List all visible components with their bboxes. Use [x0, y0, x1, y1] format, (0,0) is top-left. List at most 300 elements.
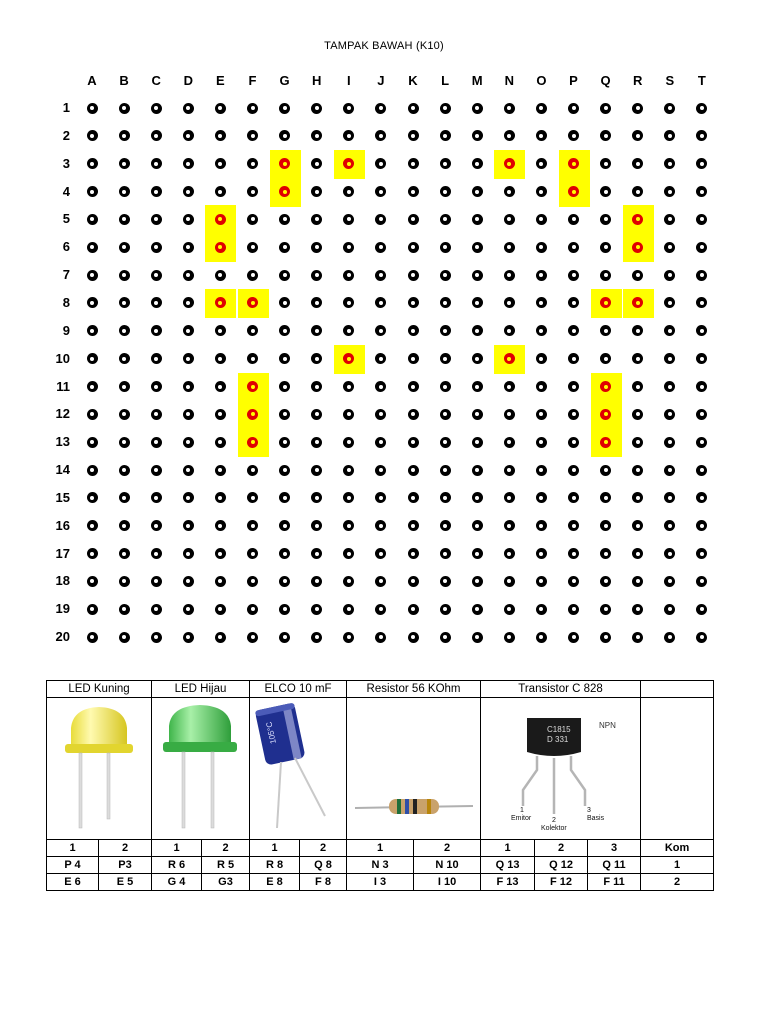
hole-D19 [183, 604, 194, 615]
pin-row [47, 840, 714, 857]
hole-B15 [119, 492, 130, 503]
pin-cell: 2 [99, 840, 152, 857]
header-led-kuning: LED Kuning [47, 681, 152, 698]
hole-J10 [375, 353, 386, 364]
hole-F9 [247, 325, 258, 336]
pin-cell: 2 [641, 874, 714, 891]
hole-F18 [247, 576, 258, 587]
hole-N15 [504, 492, 515, 503]
hole-C18 [151, 576, 162, 587]
pin-cell: F 11 [588, 874, 641, 891]
hole-J7 [375, 270, 386, 281]
hole-O9 [536, 325, 547, 336]
hole-L6 [440, 242, 451, 253]
hole-O12 [536, 409, 547, 420]
row-label-13: 13 [55, 434, 70, 450]
hole-L13 [440, 437, 451, 448]
hole-M20 [472, 632, 483, 643]
pin3-label: 3 [586, 807, 591, 814]
hole-R20 [632, 632, 643, 643]
pin-cell: R 6 [152, 857, 202, 874]
hole-F5 [247, 214, 258, 225]
hole-I15 [343, 492, 354, 503]
hole-Q7 [600, 270, 611, 281]
hole-B12 [119, 409, 130, 420]
row-label-2: 2 [62, 127, 70, 143]
hole-D9 [183, 325, 194, 336]
hole-J16 [375, 520, 386, 531]
hole-T2 [696, 130, 707, 141]
hole-M9 [472, 325, 483, 336]
hole-B14 [119, 465, 130, 476]
hole-O3 [536, 158, 547, 169]
hole-P4 [568, 186, 579, 197]
hole-B9 [119, 325, 130, 336]
hole-E7 [215, 270, 226, 281]
hole-O17 [536, 548, 547, 559]
row-label-20: 20 [55, 629, 70, 645]
hole-E5 [215, 214, 226, 225]
hole-L19 [440, 604, 451, 615]
pin-cell: F 12 [535, 874, 588, 891]
hole-A3 [87, 158, 98, 169]
hole-C2 [151, 130, 162, 141]
hole-I17 [343, 548, 354, 559]
hole-I1 [343, 103, 354, 114]
hole-O10 [536, 353, 547, 364]
hole-J11 [375, 381, 386, 392]
hole-Q16 [600, 520, 611, 531]
hole-P12 [568, 409, 579, 420]
hole-S20 [664, 632, 675, 643]
hole-D10 [183, 353, 194, 364]
hole-A20 [87, 632, 98, 643]
pin-cell: 1 [347, 840, 414, 857]
hole-H8 [311, 297, 322, 308]
column-label-K: K [408, 73, 418, 88]
row-label-4: 4 [62, 183, 70, 199]
hole-M11 [472, 381, 483, 392]
pin-cell: 1 [47, 840, 99, 857]
hole-L16 [440, 520, 451, 531]
hole-Q3 [600, 158, 611, 169]
component-header-row [47, 681, 714, 698]
hole-E1 [215, 103, 226, 114]
hole-J17 [375, 548, 386, 559]
hole-J12 [375, 409, 386, 420]
hole-A9 [87, 325, 98, 336]
hole-F20 [247, 632, 258, 643]
hole-D20 [183, 632, 194, 643]
hole-J13 [375, 437, 386, 448]
hole-R5 [632, 214, 643, 225]
pin-cell: N 10 [414, 857, 481, 874]
yellow-led-icon [49, 698, 149, 836]
row-label-3: 3 [62, 155, 70, 171]
hole-G7 [279, 270, 290, 281]
hole-I9 [343, 325, 354, 336]
hole-H7 [311, 270, 322, 281]
hole-R14 [632, 465, 643, 476]
hole-H11 [311, 381, 322, 392]
hole-O13 [536, 437, 547, 448]
hole-T19 [696, 604, 707, 615]
hole-N11 [504, 381, 515, 392]
hole-A4 [87, 186, 98, 197]
pin-cell: E 5 [99, 874, 152, 891]
hole-D8 [183, 297, 194, 308]
hole-C9 [151, 325, 162, 336]
hole-S11 [664, 381, 675, 392]
hole-E20 [215, 632, 226, 643]
hole-D11 [183, 381, 194, 392]
hole-R3 [632, 158, 643, 169]
hole-I4 [343, 186, 354, 197]
hole-A12 [87, 409, 98, 420]
hole-G13 [279, 437, 290, 448]
hole-P20 [568, 632, 579, 643]
hole-S1 [664, 103, 675, 114]
hole-A6 [87, 242, 98, 253]
hole-P15 [568, 492, 579, 503]
column-label-B: B [119, 73, 129, 88]
hole-R10 [632, 353, 643, 364]
pin-cell: 2 [300, 840, 347, 857]
hole-S16 [664, 520, 675, 531]
hole-P19 [568, 604, 579, 615]
hole-E14 [215, 465, 226, 476]
hole-R4 [632, 186, 643, 197]
hole-L5 [440, 214, 451, 225]
hole-A13 [87, 437, 98, 448]
hole-O19 [536, 604, 547, 615]
hole-J18 [375, 576, 386, 587]
hole-P10 [568, 353, 579, 364]
hole-F2 [247, 130, 258, 141]
hole-C16 [151, 520, 162, 531]
hole-C3 [151, 158, 162, 169]
transistor-icon [483, 698, 639, 836]
pin-cell: 2 [202, 840, 250, 857]
hole-O8 [536, 297, 547, 308]
hole-B19 [119, 604, 130, 615]
hole-L12 [440, 409, 451, 420]
hole-A16 [87, 520, 98, 531]
hole-K12 [408, 409, 419, 420]
hole-D16 [183, 520, 194, 531]
row-label-8: 8 [62, 294, 70, 310]
hole-R6 [632, 242, 643, 253]
hole-N19 [504, 604, 515, 615]
pin-cell: P 4 [47, 857, 99, 874]
hole-K1 [408, 103, 419, 114]
hole-H9 [311, 325, 322, 336]
hole-G14 [279, 465, 290, 476]
hole-G8 [279, 297, 290, 308]
pin-cell: Q 12 [535, 857, 588, 874]
header-led-hijau: LED Hijau [152, 681, 250, 698]
pin-row [47, 874, 714, 891]
hole-L20 [440, 632, 451, 643]
hole-O18 [536, 576, 547, 587]
hole-K3 [408, 158, 419, 169]
hole-B2 [119, 130, 130, 141]
hole-B7 [119, 270, 130, 281]
hole-Q14 [600, 465, 611, 476]
hole-T14 [696, 465, 707, 476]
hole-L2 [440, 130, 451, 141]
hole-H14 [311, 465, 322, 476]
hole-P7 [568, 270, 579, 281]
hole-E2 [215, 130, 226, 141]
hole-T10 [696, 353, 707, 364]
green-led-image [152, 698, 250, 840]
pin-cell: 3 [588, 840, 641, 857]
hole-J14 [375, 465, 386, 476]
hole-R11 [632, 381, 643, 392]
hole-A1 [87, 103, 98, 114]
hole-M17 [472, 548, 483, 559]
hole-N6 [504, 242, 515, 253]
hole-N12 [504, 409, 515, 420]
hole-R12 [632, 409, 643, 420]
hole-S3 [664, 158, 675, 169]
hole-N20 [504, 632, 515, 643]
column-label-N: N [504, 73, 514, 88]
pin-row [47, 857, 714, 874]
hole-F13 [247, 437, 258, 448]
kolektor-label: Kolektor [540, 825, 567, 832]
hole-A8 [87, 297, 98, 308]
hole-D6 [183, 242, 194, 253]
hole-H18 [311, 576, 322, 587]
hole-O1 [536, 103, 547, 114]
hole-L3 [440, 158, 451, 169]
hole-F11 [247, 381, 258, 392]
component-image-row [47, 698, 714, 840]
hole-H17 [311, 548, 322, 559]
pin-cell: E 8 [250, 874, 300, 891]
hole-J8 [375, 297, 386, 308]
hole-H12 [311, 409, 322, 420]
resistor-icon [349, 698, 479, 836]
hole-A17 [87, 548, 98, 559]
hole-T3 [696, 158, 707, 169]
hole-B5 [119, 214, 130, 225]
hole-S15 [664, 492, 675, 503]
hole-L11 [440, 381, 451, 392]
hole-J9 [375, 325, 386, 336]
column-label-I: I [346, 73, 351, 88]
hole-H15 [311, 492, 322, 503]
pin-cell: G3 [202, 874, 250, 891]
column-label-H: H [311, 73, 322, 88]
hole-M19 [472, 604, 483, 615]
hole-A7 [87, 270, 98, 281]
hole-M12 [472, 409, 483, 420]
hole-B8 [119, 297, 130, 308]
row-label-19: 19 [55, 601, 70, 617]
hole-R13 [632, 437, 643, 448]
hole-E6 [215, 242, 226, 253]
hole-L17 [440, 548, 451, 559]
hole-C20 [151, 632, 162, 643]
hole-R18 [632, 576, 643, 587]
hole-L18 [440, 576, 451, 587]
hole-R19 [632, 604, 643, 615]
hole-A15 [87, 492, 98, 503]
hole-O15 [536, 492, 547, 503]
hole-T20 [696, 632, 707, 643]
hole-E18 [215, 576, 226, 587]
pin-cell: 1 [481, 840, 535, 857]
resistor-image [347, 698, 481, 840]
pin-cell: Q 8 [300, 857, 347, 874]
hole-E19 [215, 604, 226, 615]
hole-G2 [279, 130, 290, 141]
hole-C5 [151, 214, 162, 225]
hole-R17 [632, 548, 643, 559]
hole-T15 [696, 492, 707, 503]
hole-P17 [568, 548, 579, 559]
pin-cell: R 5 [202, 857, 250, 874]
hole-K15 [408, 492, 419, 503]
hole-J2 [375, 130, 386, 141]
pin1-label: 1 [519, 807, 524, 814]
hole-H13 [311, 437, 322, 448]
hole-O11 [536, 381, 547, 392]
hole-B20 [119, 632, 130, 643]
row-label-17: 17 [55, 545, 70, 561]
hole-I13 [343, 437, 354, 448]
hole-F16 [247, 520, 258, 531]
hole-M7 [472, 270, 483, 281]
hole-L8 [440, 297, 451, 308]
hole-N16 [504, 520, 515, 531]
hole-Q2 [600, 130, 611, 141]
pin-cell: G 4 [152, 874, 202, 891]
hole-I18 [343, 576, 354, 587]
hole-P16 [568, 520, 579, 531]
hole-E15 [215, 492, 226, 503]
hole-A2 [87, 130, 98, 141]
hole-F6 [247, 242, 258, 253]
hole-D2 [183, 130, 194, 141]
hole-A14 [87, 465, 98, 476]
header-elco: ELCO 10 mF [250, 681, 347, 698]
hole-M5 [472, 214, 483, 225]
hole-G1 [279, 103, 290, 114]
hole-C1 [151, 103, 162, 114]
hole-E3 [215, 158, 226, 169]
hole-H3 [311, 158, 322, 169]
hole-S17 [664, 548, 675, 559]
hole-T12 [696, 409, 707, 420]
hole-C19 [151, 604, 162, 615]
hole-T18 [696, 576, 707, 587]
hole-M2 [472, 130, 483, 141]
hole-A19 [87, 604, 98, 615]
hole-F4 [247, 186, 258, 197]
column-label-R: R [632, 73, 643, 88]
pin-cell: 1 [250, 840, 300, 857]
hole-R9 [632, 325, 643, 336]
hole-G11 [279, 381, 290, 392]
hole-M14 [472, 465, 483, 476]
hole-M10 [472, 353, 483, 364]
row-label-9: 9 [62, 322, 70, 338]
hole-H4 [311, 186, 322, 197]
hole-N7 [504, 270, 515, 281]
hole-J19 [375, 604, 386, 615]
pin-cell: N 3 [347, 857, 414, 874]
basis-label: Basis [586, 815, 604, 822]
hole-N2 [504, 130, 515, 141]
hole-C7 [151, 270, 162, 281]
column-label-L: L [441, 73, 450, 88]
hole-L15 [440, 492, 451, 503]
hole-Q13 [600, 437, 611, 448]
hole-I20 [343, 632, 354, 643]
hole-D3 [183, 158, 194, 169]
hole-C4 [151, 186, 162, 197]
hole-I12 [343, 409, 354, 420]
pin-cell: I 10 [414, 874, 481, 891]
hole-T17 [696, 548, 707, 559]
npn-label: NPN [598, 721, 616, 730]
column-label-T: T [697, 73, 706, 88]
row-label-10: 10 [55, 350, 70, 366]
hole-F14 [247, 465, 258, 476]
hole-T8 [696, 297, 707, 308]
hole-F12 [247, 409, 258, 420]
hole-P1 [568, 103, 579, 114]
hole-F19 [247, 604, 258, 615]
hole-B3 [119, 158, 130, 169]
hole-K9 [408, 325, 419, 336]
hole-G16 [279, 520, 290, 531]
pin-cell: F 8 [300, 874, 347, 891]
hole-T9 [696, 325, 707, 336]
hole-A5 [87, 214, 98, 225]
hole-C14 [151, 465, 162, 476]
column-label-S: S [665, 73, 675, 88]
hole-D17 [183, 548, 194, 559]
hole-K13 [408, 437, 419, 448]
hole-E9 [215, 325, 226, 336]
hole-O20 [536, 632, 547, 643]
hole-M6 [472, 242, 483, 253]
hole-M4 [472, 186, 483, 197]
hole-I5 [343, 214, 354, 225]
hole-C13 [151, 437, 162, 448]
column-label-A: A [87, 73, 97, 88]
hole-T5 [696, 214, 707, 225]
hole-M16 [472, 520, 483, 531]
hole-P9 [568, 325, 579, 336]
hole-I2 [343, 130, 354, 141]
hole-H2 [311, 130, 322, 141]
hole-M13 [472, 437, 483, 448]
hole-M15 [472, 492, 483, 503]
hole-Q6 [600, 242, 611, 253]
hole-G18 [279, 576, 290, 587]
hole-B13 [119, 437, 130, 448]
transistor-image [481, 698, 641, 840]
hole-D18 [183, 576, 194, 587]
hole-S8 [664, 297, 675, 308]
hole-K7 [408, 270, 419, 281]
